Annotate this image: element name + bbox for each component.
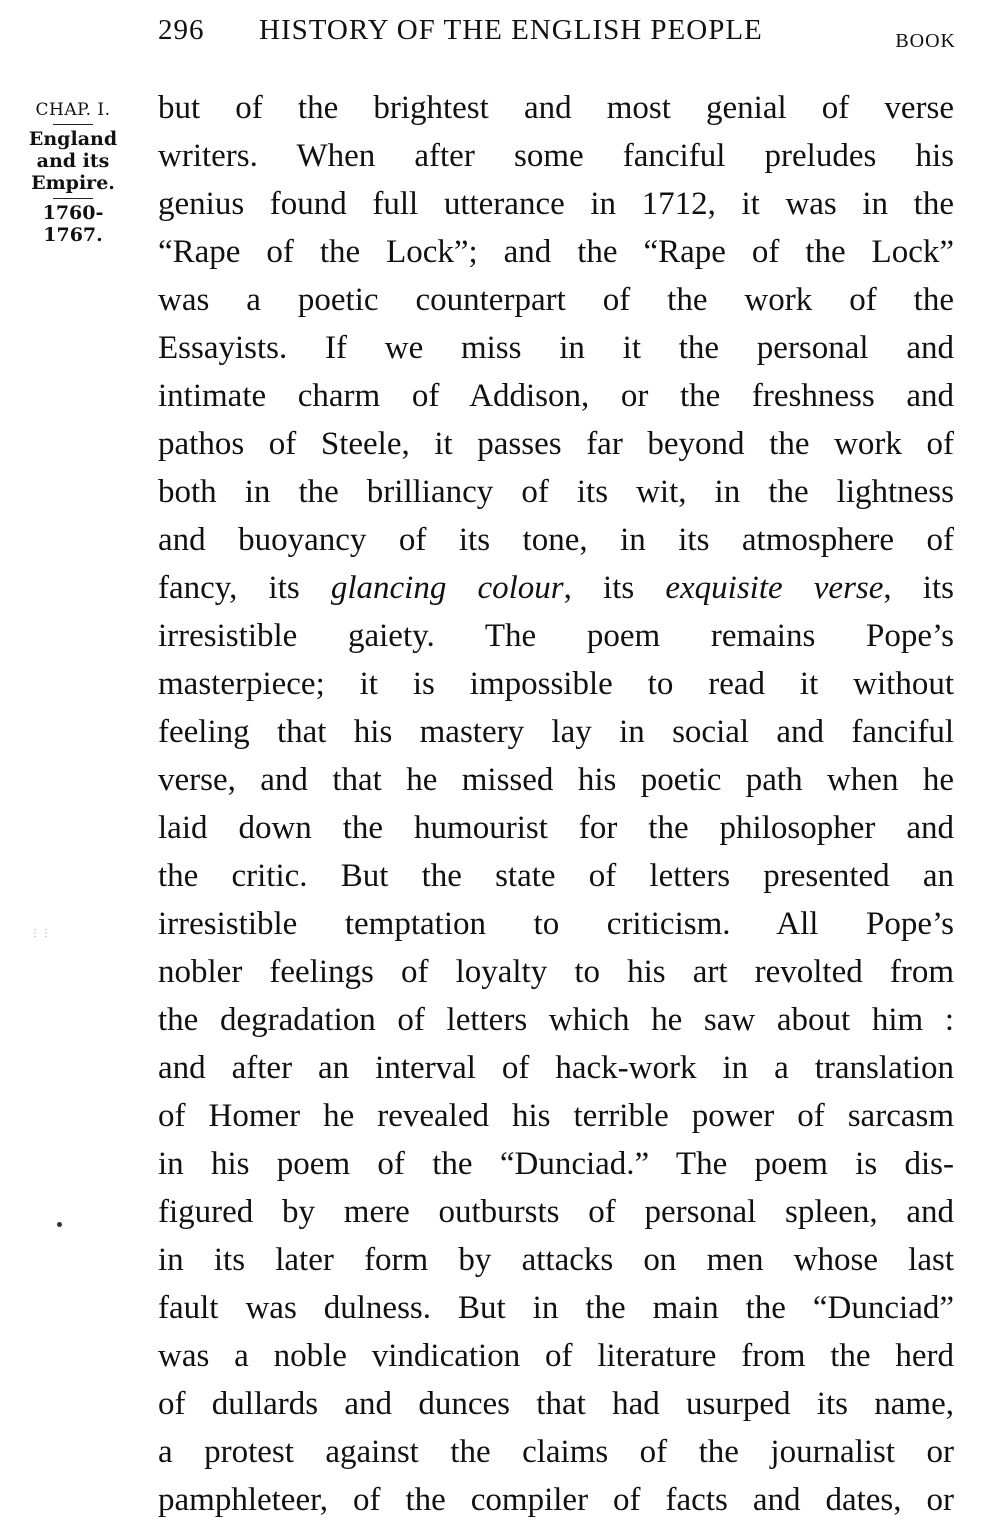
text-line: but of the brightest and most genial of verse [158, 90, 954, 126]
text-line: and buoyancy of its tone, in its atmosphere of [158, 522, 954, 558]
text-line: a protest against the claims of the journalist or [158, 1434, 954, 1470]
text-line: writers. When after some fanciful preludes his [158, 138, 954, 174]
text-line: fancy, its glancing colour, its exquisite verse, its [158, 570, 954, 606]
text-line: feeling that his mastery lay in social and fanciful [158, 714, 954, 750]
side-note-rule [53, 198, 93, 199]
side-notes [14, 96, 132, 246]
running-head [158, 14, 956, 54]
side-note-rule [53, 124, 93, 125]
text-line: nobler feelings of loyalty to his art revolted from [158, 954, 954, 990]
text-line: in its later form by attacks on men whose last [158, 1242, 954, 1278]
margin-speck [57, 1222, 62, 1227]
text-line: genius found full utterance in 1712, it was in the [158, 186, 954, 222]
side-heading-line-1: England [28, 128, 118, 150]
text-line: irresistible temptation to criticism. All Pope’s [158, 906, 954, 942]
text-line: irresistible gaiety. The poem remains Pope’s [158, 618, 954, 654]
side-heading-line-3: Empire. [31, 172, 115, 194]
text-line: was a noble vindication of literature from the herd [158, 1338, 954, 1374]
text-line: pathos of Steele, it passes far beyond the work of [158, 426, 954, 462]
text-line: of dullards and dunces that had usurped its name, [158, 1386, 954, 1422]
text-line: was a poetic counterpart of the work of the [158, 282, 954, 318]
text-line: verse, and that he missed his poetic path when he [158, 762, 954, 798]
text-line: the degradation of letters which he saw about him : [158, 1002, 954, 1038]
text-line: masterpiece; it is impossible to read it without [158, 666, 954, 702]
text-line: pamphleteer, of the compiler of facts and dates, or [158, 1482, 954, 1518]
chapter-note: CHAP. I. [35, 100, 111, 120]
text-line: laid down the humourist for the philosopher and [158, 810, 954, 846]
text-line: of Homer he revealed his terrible power of sarcasm [158, 1098, 954, 1134]
text-line: the critic. But the state of letters presented an [158, 858, 954, 894]
side-heading-line-2: and its [36, 150, 110, 172]
text-line: in his poem of the “Dunciad.” The poem is dis- [158, 1146, 954, 1182]
text-line: both in the brilliancy of its wit, in the lightness [158, 474, 954, 510]
date-range-note: 1760-1767. [42, 202, 104, 246]
text-line: “Rape of the Lock”; and the “Rape of the Lock” [158, 234, 954, 270]
body-text [158, 84, 954, 1524]
page-number: 296 [158, 14, 205, 46]
text-line: figured by mere outbursts of personal spleen, and [158, 1194, 954, 1230]
book-label: BOOK [895, 30, 956, 52]
text-line: fault was dulness. But in the main the “Dunciad” [158, 1290, 954, 1326]
text-line: and after an interval of hack-work in a translation [158, 1050, 954, 1086]
text-line: intimate charm of Addison, or the freshness and [158, 378, 954, 414]
text-line: Essayists. If we miss in it the personal and [158, 330, 954, 366]
running-title: HISTORY OF THE ENGLISH PEOPLE [259, 14, 763, 46]
margin-smudge: ⋮⋮ [30, 928, 52, 939]
